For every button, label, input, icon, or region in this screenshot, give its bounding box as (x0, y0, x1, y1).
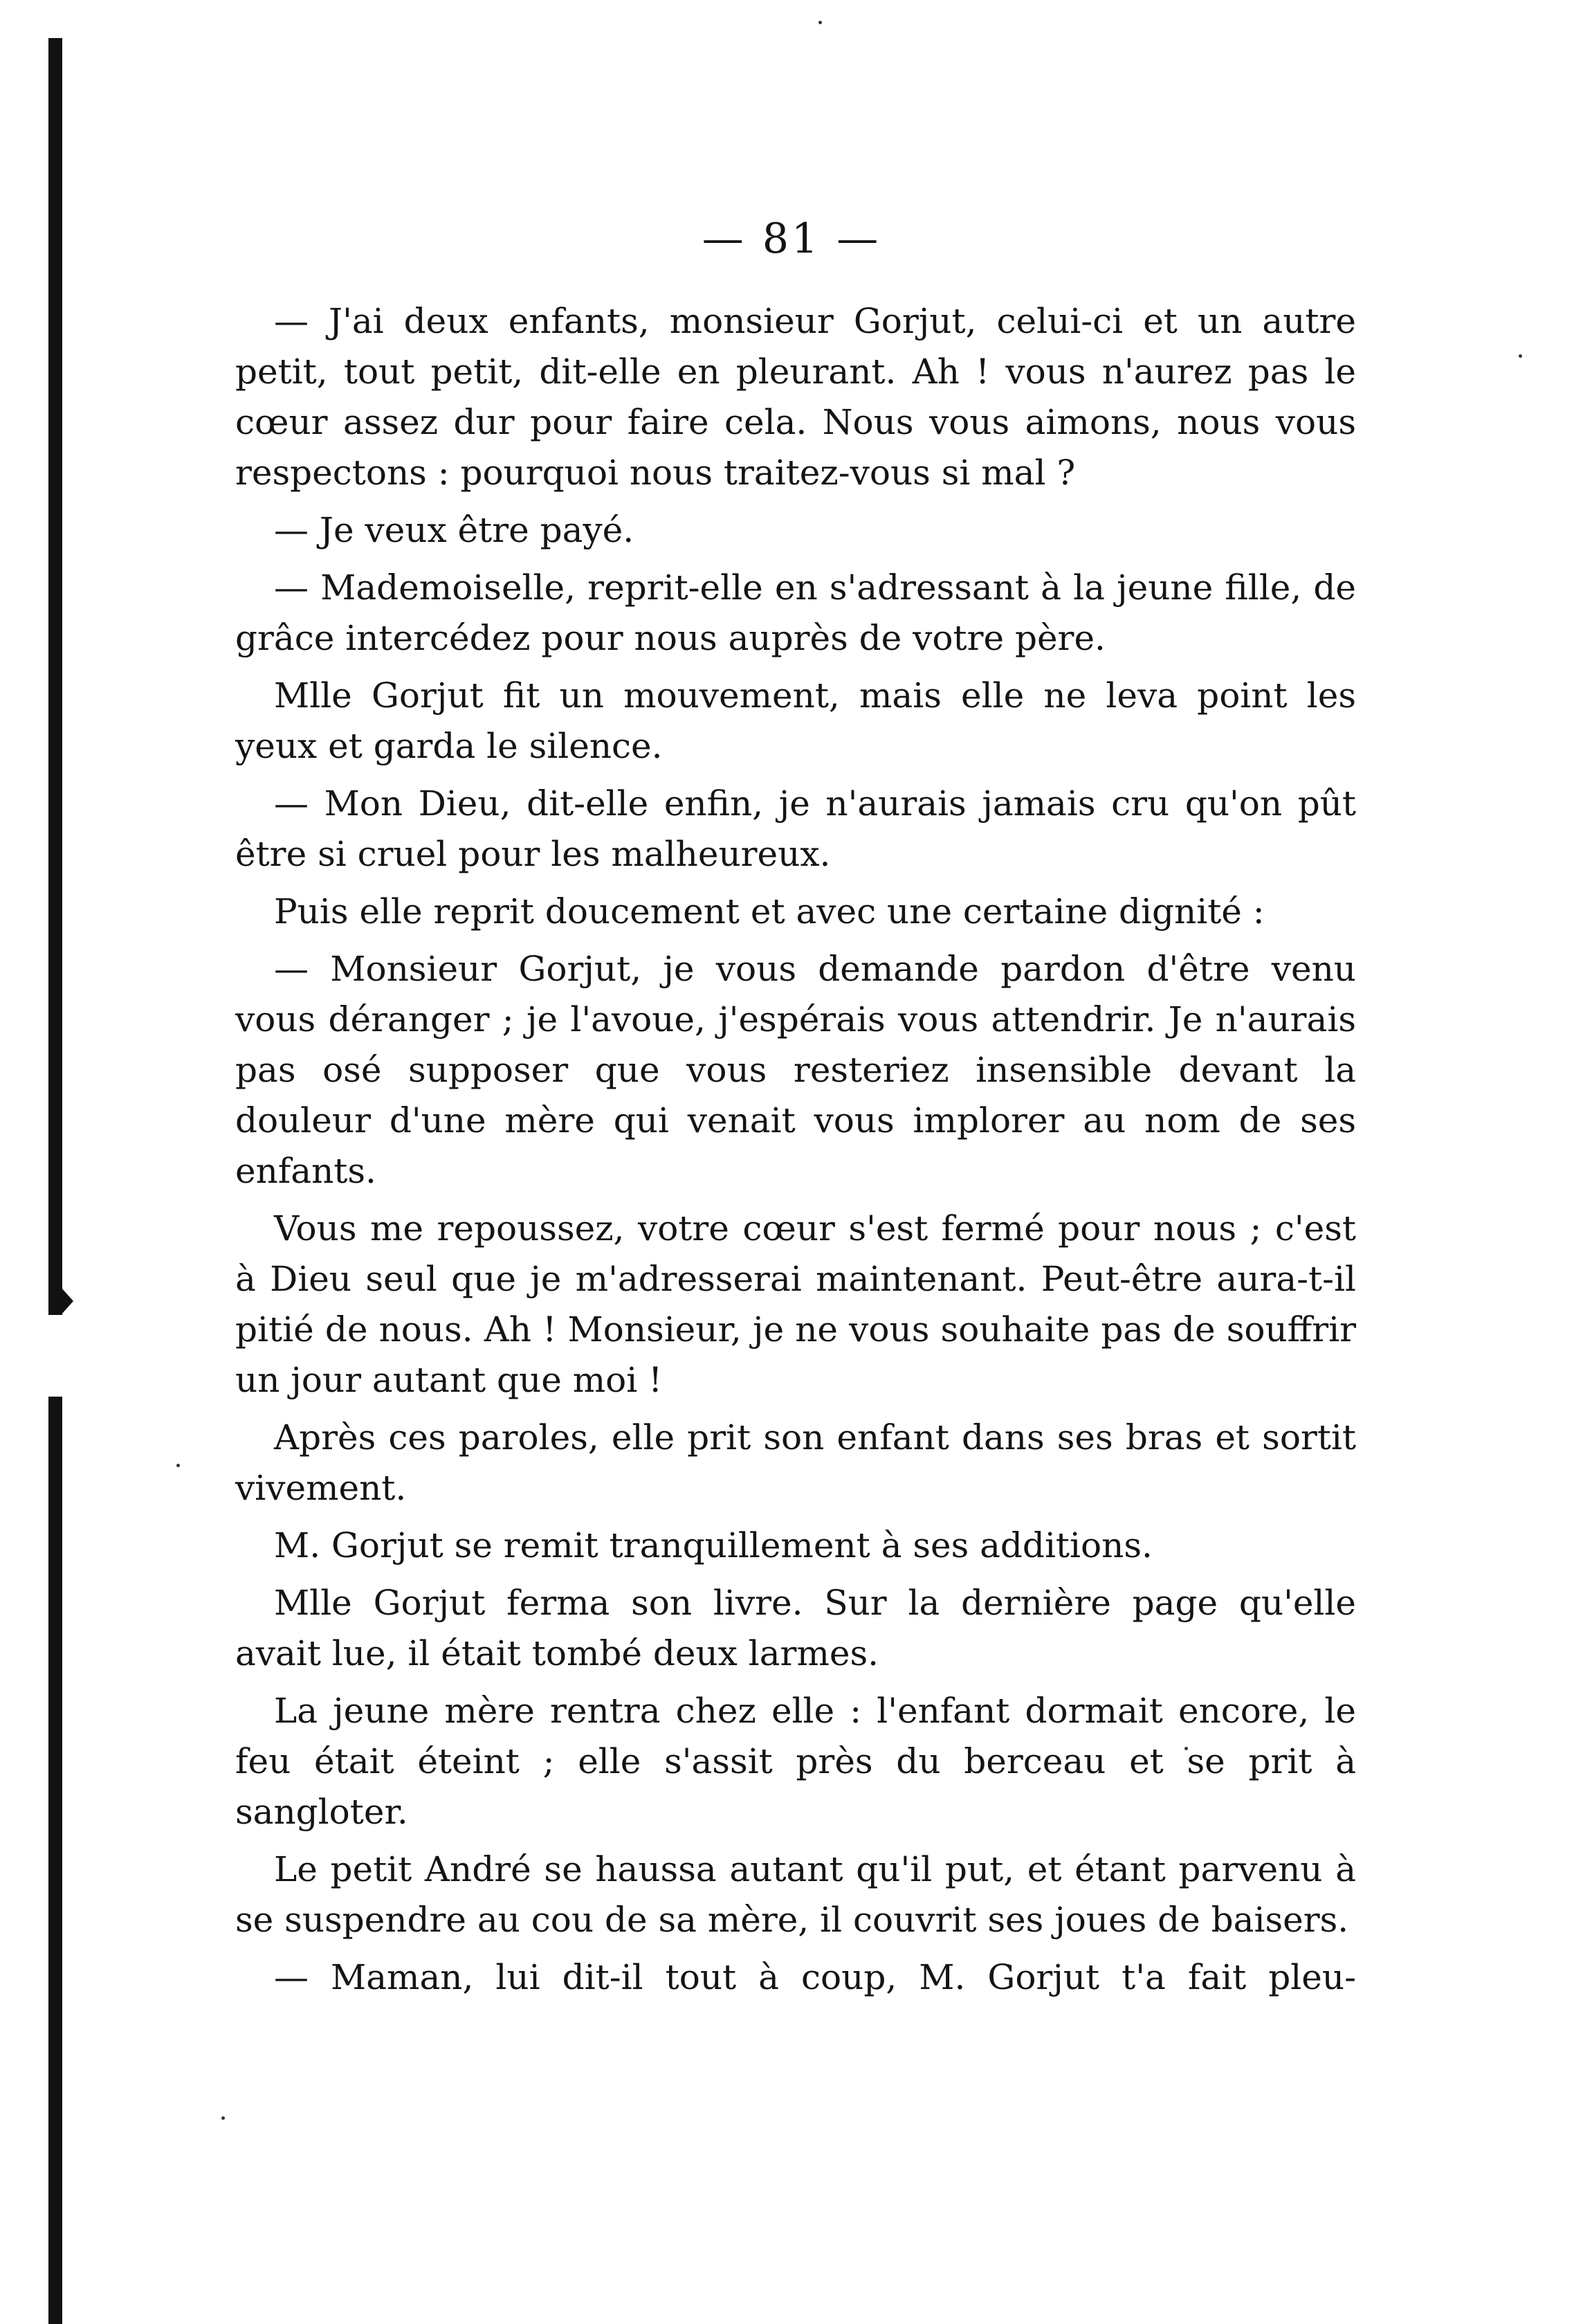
paragraph: — Monsieur Gorjut, je vous demande pardon d'être venu vous déranger ; je l'avoue, j'espérais vous attendrir. Je n'aurais pas osé supposer que vous resteriez insensible devant la douleur d'une mère qui venait vous implorer au nom de ses enfants. (235, 949, 1356, 1191)
body-text (235, 296, 1356, 2010)
page-number: — 81 — (702, 215, 881, 263)
paragraph: — Maman, lui dit-il tout à coup, M. Gorjut t'a fait pleu- (274, 1957, 1356, 1997)
ink-speck (1519, 354, 1522, 358)
paragraph: — Mon Dieu, dit-elle enfin, je n'aurais jamais cru qu'on pût être si cruel pour les malheureux. (235, 783, 1356, 874)
ink-speck (818, 21, 822, 24)
paragraph: Mlle Gorjut fit un mouvement, mais elle ne leva point les yeux et garda le silence. (235, 675, 1356, 766)
ink-speck (176, 1464, 180, 1467)
binding-edge (48, 38, 62, 2324)
paragraph: La jeune mère rentra chez elle : l'enfant dormait encore, le feu était éteint ; elle s'assit près du berceau et se prit à sangloter. (235, 1691, 1356, 1832)
paragraph: Le petit André se haussa autant qu'il put, et étant parvenu à se suspendre au cou de sa mère, il couvrit ses joues de baisers. (235, 1849, 1356, 1940)
paragraph: Mlle Gorjut ferma son livre. Sur la dernière page qu'elle avait lue, il était tombé deux larmes. (235, 1583, 1356, 1673)
paragraph: M. Gorjut se remit tranquillement à ses additions. (274, 1525, 1153, 1565)
paragraph: — Mademoiselle, reprit-elle en s'adressant à la jeune fille, de grâce intercédez pour nous auprès de votre père. (235, 568, 1356, 658)
paragraph: Après ces paroles, elle prit son enfant dans ses bras et sortit vivement. (235, 1417, 1356, 1508)
ink-speck (221, 2116, 225, 2120)
paragraph: — Je veux être payé. (274, 510, 634, 550)
paragraph: Puis elle reprit doucement et avec une certaine dignité : (274, 891, 1265, 932)
binding-notch (61, 1287, 73, 1315)
binding-gap (46, 1315, 65, 1397)
paragraph: Vous me repoussez, votre cœur s'est fermé pour nous ; c'est à Dieu seul que je m'adresserai maintenant. Peut-être aura-t-il pitié de nous. Ah ! Monsieur, je ne vous souhaite pas de souffrir un jour autant que moi ! (235, 1208, 1356, 1400)
paragraph: — J'ai deux enfants, monsieur Gorjut, celui-ci et un autre petit, tout petit, dit-elle en pleurant. Ah ! vous n'aurez pas le cœur assez dur pour faire cela. Nous vous aimons, nous vous respectons : pourquoi nous traitez-vous si mal ? (235, 301, 1356, 493)
